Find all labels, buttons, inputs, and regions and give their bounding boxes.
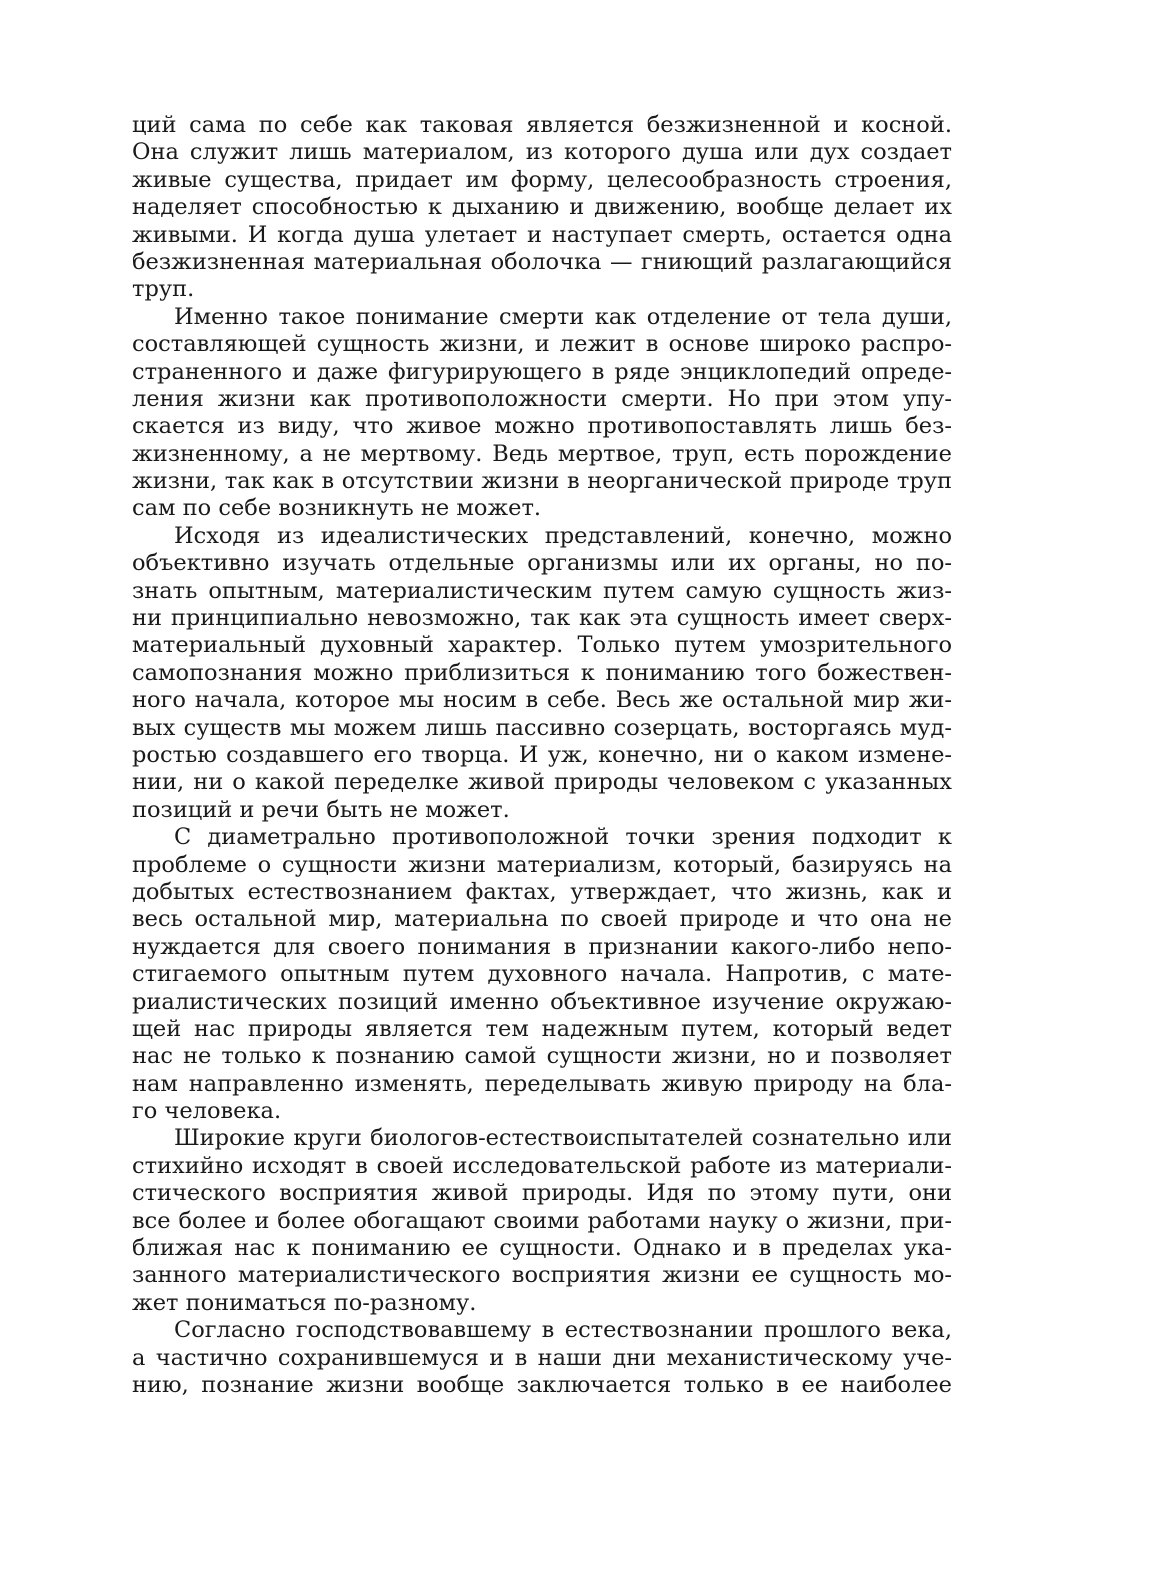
text-line: живыми. И когда душа улетает и наступает смерть, остается одна — [132, 221, 952, 248]
text-line: скается из виду, что живое можно противопоставлять лишь без- — [132, 413, 952, 440]
text-line: ного начала, которое мы носим в себе. Весь же остальной мир жи- — [132, 687, 952, 714]
text-line: сам по себе возникнуть не может. — [132, 495, 542, 522]
paragraph — [132, 304, 952, 523]
text-line: щей нас природы является тем надежным путем, который ведет — [132, 1015, 952, 1042]
text-line: объективно изучать отдельные организмы или их органы, но по- — [132, 550, 952, 577]
text-line: стигаемого опытным путем духовного начала. Напротив, с мате- — [132, 961, 952, 988]
text-line: ближая нас к пониманию ее сущности. Однако и в пределах ука- — [132, 1235, 952, 1262]
text-line: Согласно господствовавшему в естествознании прошлого века, — [174, 1317, 952, 1344]
text-line: труп. — [132, 276, 195, 303]
text-line: нию, познание жизни вообще заключается только в ее наиболее — [132, 1371, 952, 1398]
paragraph — [132, 1125, 952, 1317]
text-line: ростью создавшего его творца. И уж, конечно, ни о каком измене- — [132, 741, 952, 768]
text-line: нам направленно изменять, переделывать живую природу на бла- — [132, 1070, 952, 1097]
text-line: составляющей сущность жизни, и лежит в основе широко распро- — [132, 331, 952, 358]
text-line: ций сама по себе как таковая является безжизненной и косной. — [132, 112, 952, 138]
text-line: нас не только к познанию самой сущности жизни, но и позволяет — [132, 1043, 952, 1070]
text-line: Она служит лишь материалом, из которого душа или дух создает — [132, 139, 952, 166]
paragraph — [132, 824, 952, 1125]
text-line: ни принципиально невозможно, так как эта сущность имеет сверх- — [132, 605, 952, 632]
text-line: позиций и речи быть не может. — [132, 796, 510, 823]
paragraph — [132, 112, 952, 304]
text-line: все более и более обогащают своими работами науку о жизни, при- — [132, 1207, 952, 1234]
text-line: добытых естествознанием фактах, утверждает, что жизнь, как и — [132, 878, 952, 905]
text-line: риалистических позиций именно объективное изучение окружаю- — [132, 988, 952, 1015]
text-line: а частично сохранившемуся и в наши дни механистическому уче- — [132, 1344, 952, 1371]
text-line: стического восприятия живой природы. Идя по этому пути, они — [132, 1180, 952, 1207]
text-line: нии, ни о какой переделке живой природы человеком с указанных — [132, 769, 952, 796]
paragraph — [132, 1317, 952, 1399]
text-line: нуждается для своего понимания в признании какого-либо непо- — [132, 933, 952, 960]
text-line: жизни, так как в отсутствии жизни в неорганической природе труп — [132, 468, 952, 495]
text-line: жет пониматься по-разному. — [132, 1289, 477, 1316]
text-line: С диаметрально противоположной точки зрения подходит к — [174, 824, 952, 851]
text-line: Исходя из идеалистических представлений, конечно, можно — [174, 522, 952, 549]
text-line: Именно такое понимание смерти как отделение от тела души, — [174, 303, 952, 330]
text-line: наделяет способностью к дыханию и движению, вообще делает их — [132, 194, 952, 221]
text-line: стихийно исходят в своей исследовательской работе из материали- — [132, 1152, 952, 1179]
text-line: вых существ мы можем лишь пассивно созерцать, восторгаясь муд- — [132, 714, 952, 741]
body-text — [132, 112, 952, 1399]
text-line: знать опытным, материалистическим путем самую сущность жиз- — [132, 577, 952, 604]
paragraph — [132, 523, 952, 824]
text-line: безжизненная материальная оболочка — гниющий разлагающийся — [132, 248, 952, 275]
text-line: живые существа, придает им форму, целесообразность строения, — [132, 166, 952, 193]
text-line: Широкие круги биологов-естествоиспытателей сознательно или — [174, 1125, 952, 1152]
text-line: страненного и даже фигурирующего в ряде энциклопедий опреде- — [132, 358, 952, 385]
text-line: весь остальной мир, материальна по своей природе и что она не — [132, 906, 952, 933]
text-line: занного материалистического восприятия жизни ее сущность мо- — [132, 1262, 952, 1289]
text-line: проблеме о сущности жизни материализм, который, базируясь на — [132, 851, 952, 878]
text-line: самопознания можно приблизиться к пониманию того божествен- — [132, 659, 952, 686]
text-line: ления жизни как противоположности смерти. Но при этом упу- — [132, 385, 952, 412]
text-line: го человека. — [132, 1098, 282, 1125]
text-line: жизненному, а не мертвому. Ведь мертвое, труп, есть порождение — [132, 440, 952, 467]
text-line: материальный духовный характер. Только путем умозрительного — [132, 632, 952, 659]
